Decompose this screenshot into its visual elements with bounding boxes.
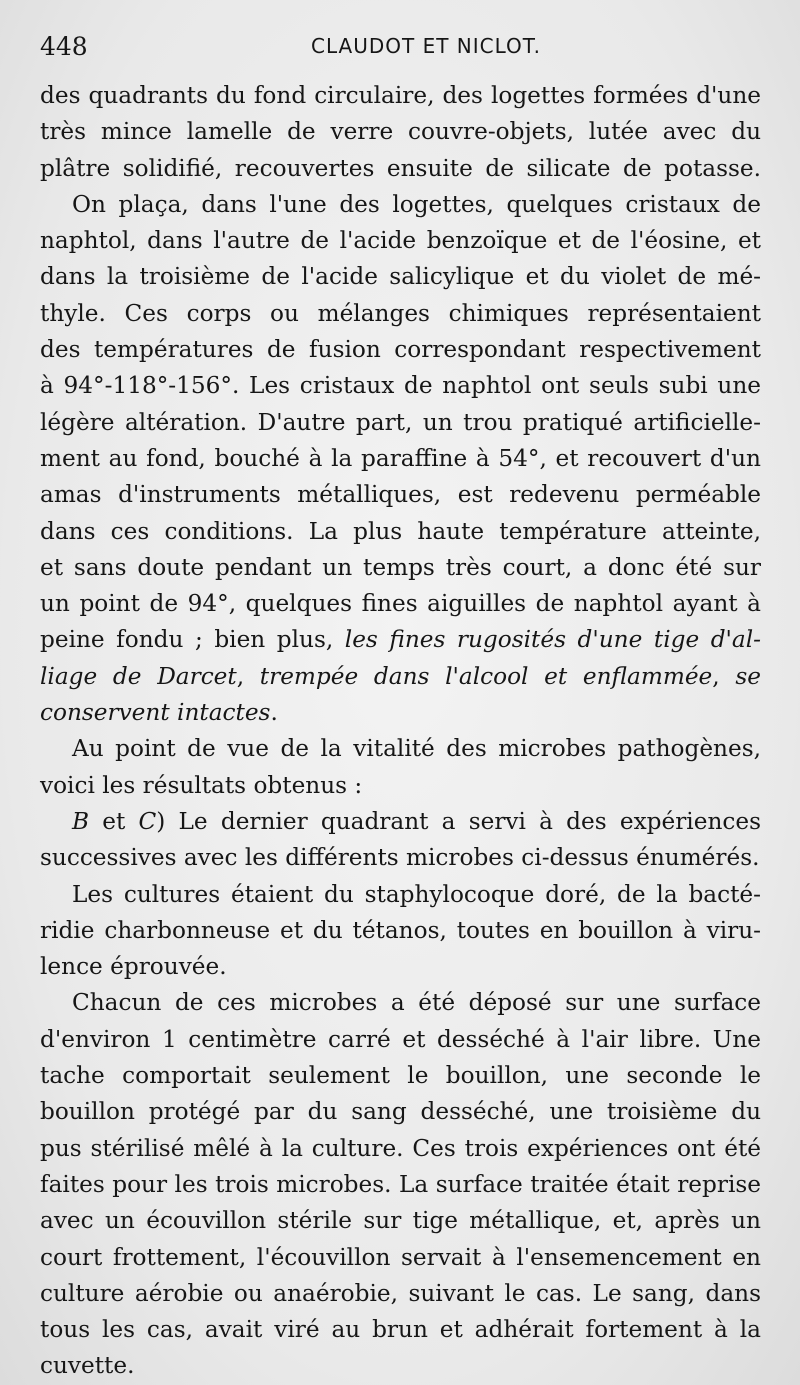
text-line: avec un écouvillon stérile sur tige métallique, et, après un (40, 1207, 761, 1235)
text-line: très mince lamelle de verre couvre-objets, lutée avec du (40, 118, 761, 146)
paragraph-end-line: conservent intactes. (40, 699, 278, 727)
paragraph-start-line: Les cultures étaient du staphylocoque doré, de la bacté- (72, 880, 761, 908)
text-line: naphtol, dans l'autre de l'acide benzoïque et de l'éosine, et (40, 227, 761, 255)
text-line: dans ces conditions. La plus haute température atteinte, (40, 517, 761, 545)
section-letter-c: C (138, 807, 157, 835)
paragraph-start-line: Au point de vue de la vitalité des microbes pathogènes, (72, 735, 761, 763)
text-line: court frottement, l'écouvillon servait à l'ensemencement en (40, 1243, 761, 1271)
text-line: des quadrants du fond circulaire, des logettes formées d'une (40, 82, 761, 109)
text-line: légère altération. D'autre part, un trou pratiqué artificielle- (40, 408, 761, 436)
running-head: CLAUDOT ET NICLOT. (310, 34, 541, 58)
page-header (40, 30, 752, 70)
paragraph-end-line: lence éprouvée. (40, 953, 227, 981)
text-line: amas d'instruments métalliques, est redevenu perméable (40, 481, 761, 509)
body-text (40, 78, 761, 1385)
text-line: ridie charbonneuse et du tétanos, toutes en bouillon à viru- (40, 916, 761, 944)
text-line: dans la troisième de l'acide salicylique et du violet de mé- (40, 263, 761, 291)
text-line: pus stérilisé mêlé à la culture. Ces trois expériences ont été (40, 1134, 761, 1162)
text-line: un point de 94°, quelques fines aiguilles de naphtol ayant à (40, 590, 761, 618)
paragraph-start-line: Chacun de ces microbes a été déposé sur une surface (72, 989, 761, 1017)
paragraph-end-line: cuvette. (40, 1352, 135, 1380)
paragraph-start-line: B et C) Le dernier quadrant a servi à des expériences (72, 807, 761, 835)
section-letter-b: B (72, 807, 90, 835)
text-line: faites pour les trois microbes. La surface traitée était reprise (40, 1170, 761, 1198)
text-line: thyle. Ces corps ou mélanges chimiques représentaient (40, 299, 761, 327)
text-line: peine fondu ; bien plus, les fines rugosités d'une tige d'al- (40, 626, 762, 654)
page-number: 448 (40, 32, 88, 61)
text-line: d'environ 1 centimètre carré et desséché à l'air libre. Une (40, 1025, 761, 1053)
text-line: des températures de fusion correspondant respectivement (40, 336, 761, 364)
italic-phrase: les fines rugosités d'une tige d'al- (344, 626, 762, 654)
text-line: ment au fond, bouché à la paraffine à 54°, et recouvert d'un (40, 444, 761, 472)
text-line: plâtre solidifié, recouvertes ensuite de silicate de potasse. (40, 154, 761, 182)
text-line: liage de Darcet, trempée dans l'alcool et enflammée, se (40, 662, 761, 690)
text-line: tache comportait seulement le bouillon, une seconde le (40, 1062, 761, 1090)
text-line: culture aérobie ou anaérobie, suivant le cas. Le sang, dans (40, 1279, 761, 1307)
italic-phrase: liage de Darcet (40, 662, 237, 690)
paragraph-end-line: voici les résultats obtenus : (40, 771, 363, 799)
paragraph-end-line: successives avec les différents microbes ci-dessus énumérés. (40, 844, 760, 872)
text-line: tous les cas, avait viré au brun et adhérait fortement à la (40, 1316, 761, 1344)
text-line: à 94°-118°-156°. Les cristaux de naphtol ont seuls subi une (40, 372, 761, 400)
text-line: et sans doute pendant un temps très court, a donc été sur (40, 553, 761, 581)
text-line: bouillon protégé par du sang desséché, une troisième du (40, 1098, 761, 1126)
italic-phrase: conservent intactes (40, 699, 271, 727)
italic-phrase: se (735, 662, 761, 690)
italic-phrase: trempée dans l'alcool et enflammée (259, 662, 713, 690)
paragraph-start-line: On plaça, dans l'une des logettes, quelques cristaux de (72, 190, 761, 218)
